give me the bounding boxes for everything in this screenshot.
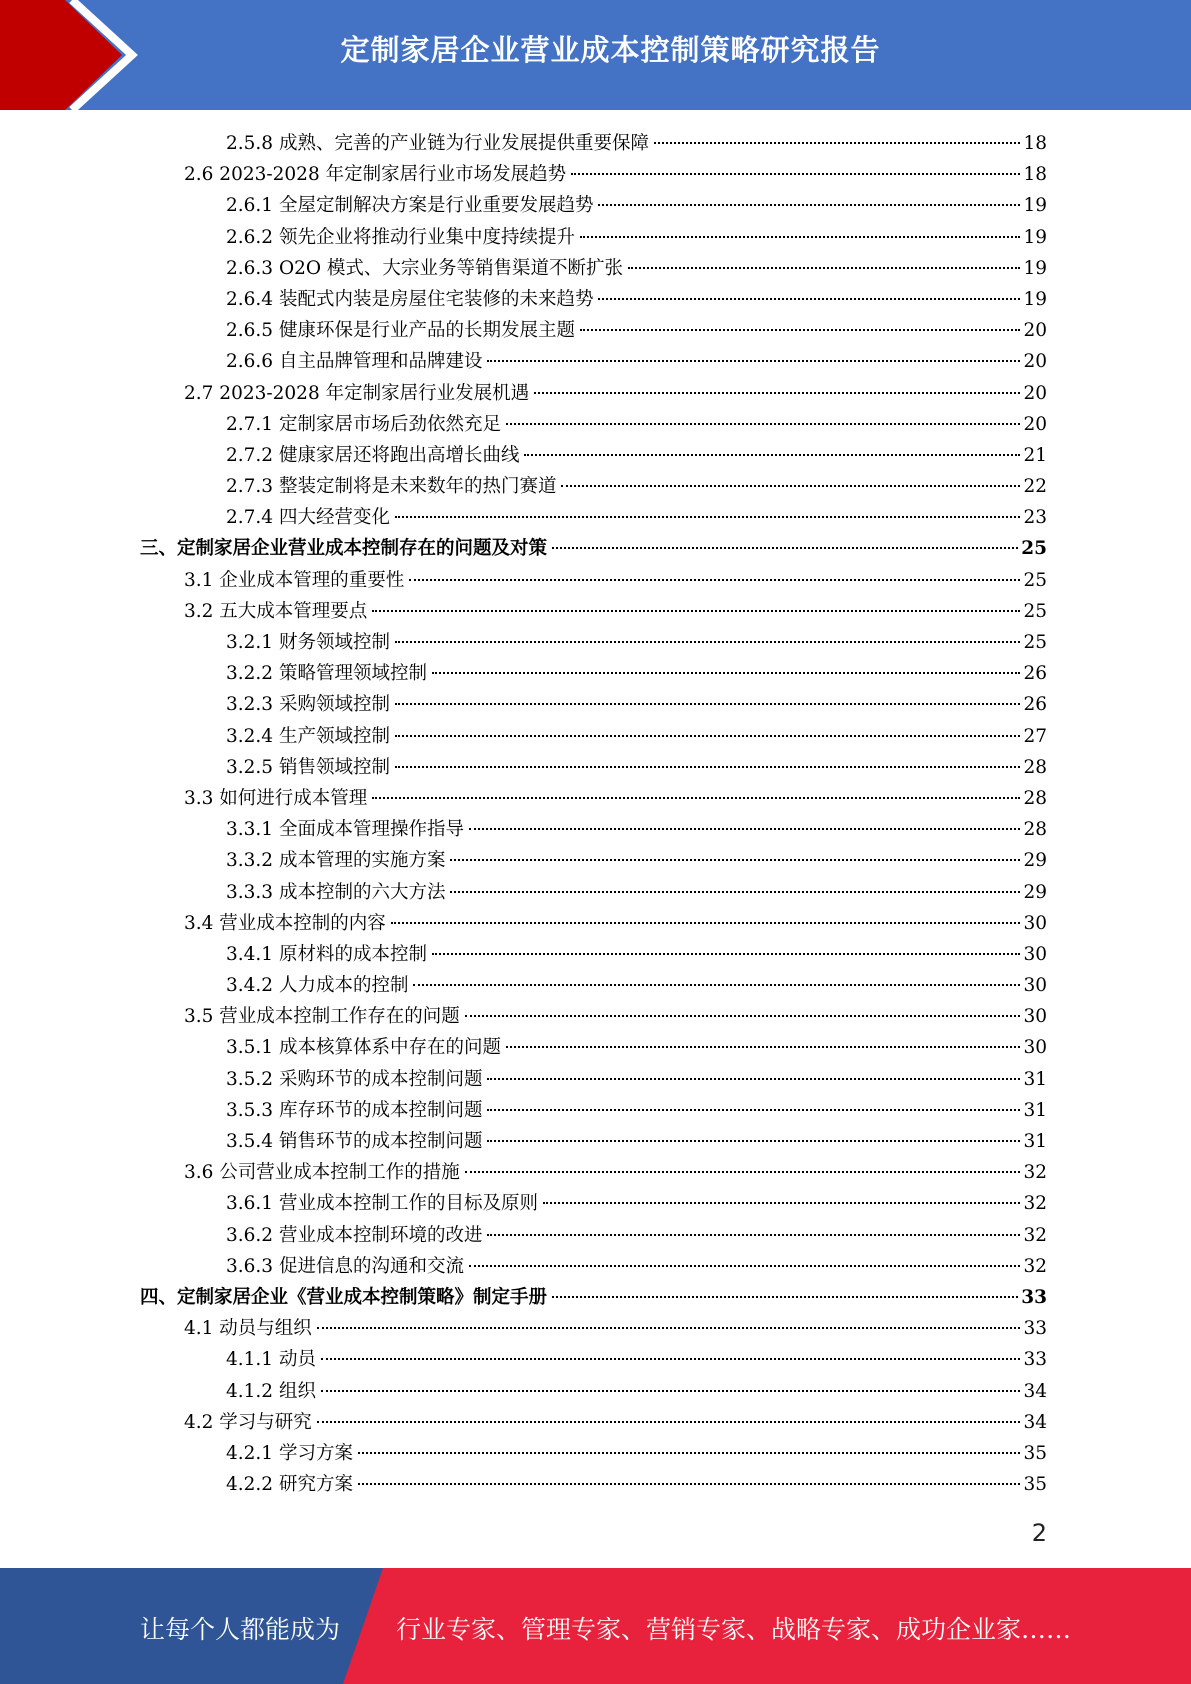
toc-entry[interactable] <box>140 1095 1047 1126</box>
toc-entry[interactable] <box>140 1407 1047 1438</box>
page-footer <box>0 1568 1191 1684</box>
toc-entry-page: 22 <box>1023 476 1047 498</box>
toc-dot-leader <box>372 610 1020 612</box>
toc-entry[interactable] <box>140 752 1047 783</box>
toc-entry[interactable] <box>140 1001 1047 1032</box>
toc-entry-page: 21 <box>1023 444 1047 466</box>
toc-dot-leader <box>395 735 1020 737</box>
toc-entry[interactable] <box>140 845 1047 876</box>
toc-entry-title: 三、定制家居企业营业成本控制存在的问题及对策 <box>140 538 548 560</box>
toc-dot-leader <box>321 1358 1021 1360</box>
toc-entry-title: 4.2 学习与研究 <box>184 1411 312 1433</box>
toc-dot-leader <box>487 1234 1020 1236</box>
toc-entry-page: 30 <box>1023 1037 1047 1059</box>
toc-entry-title: 4.2.1 学习方案 <box>226 1442 353 1464</box>
toc-dot-leader <box>487 1109 1020 1111</box>
toc-entry-title: 3.2.3 采购领域控制 <box>226 694 390 716</box>
toc-entry-title: 3.2.1 财务领域控制 <box>226 632 390 653</box>
toc-dot-leader <box>317 1327 1021 1329</box>
toc-entry-page: 19 <box>1023 257 1047 279</box>
toc-dot-leader <box>552 1296 1018 1298</box>
toc-entry-title: 2.7.4 四大经营变化 <box>226 507 390 529</box>
toc-dot-leader <box>469 828 1020 830</box>
toc-entry-title: 2.7.3 整装定制将是未来数年的热门赛道 <box>226 476 557 498</box>
toc-dot-leader <box>465 1171 1021 1173</box>
toc-entry-title: 3.2.5 销售领域控制 <box>226 756 390 778</box>
toc-dot-leader <box>561 485 1020 487</box>
toc-dot-leader <box>317 1421 1021 1423</box>
toc-entry-title: 4.2.2 研究方案 <box>226 1474 353 1496</box>
toc-entry-page: 26 <box>1023 663 1047 685</box>
page-header <box>0 0 1191 110</box>
toc-entry-page: 33 <box>1023 1318 1047 1340</box>
toc-dot-leader <box>628 267 1021 269</box>
toc-entry[interactable] <box>140 1188 1047 1219</box>
toc-entry-title: 2.6.6 自主品牌管理和品牌建设 <box>226 351 483 373</box>
toc-entry[interactable] <box>140 565 1047 596</box>
toc-entry-title: 3.3.3 成本控制的六大方法 <box>226 881 446 903</box>
toc-entry-page: 19 <box>1023 288 1047 310</box>
toc-entry-page: 28 <box>1023 756 1047 778</box>
toc-entry-page: 32 <box>1023 1193 1047 1215</box>
toc-dot-leader <box>409 579 1020 581</box>
toc-entry-page: 18 <box>1023 164 1047 186</box>
toc-entry[interactable] <box>140 1157 1047 1188</box>
toc-entry[interactable] <box>140 939 1047 970</box>
toc-entry-page: 25 <box>1023 569 1047 591</box>
toc-entry[interactable] <box>140 1032 1047 1063</box>
toc-entry-page: 28 <box>1023 819 1047 841</box>
toc-entry-title: 3.2.2 策略管理领域控制 <box>226 663 427 685</box>
toc-entry-page: 20 <box>1023 351 1047 373</box>
toc-entry-title: 3.5.1 成本核算体系中存在的问题 <box>226 1037 501 1059</box>
toc-entry[interactable] <box>140 253 1047 284</box>
toc-entry-title: 3.6.1 营业成本控制工作的目标及原则 <box>226 1193 538 1215</box>
toc-entry[interactable] <box>140 378 1047 409</box>
footer-slogan-left: 让每个人都能成为 <box>140 1615 341 1644</box>
toc-dot-leader <box>395 516 1020 518</box>
toc-dot-leader <box>432 953 1020 955</box>
toc-dot-leader <box>395 703 1020 705</box>
toc-dot-leader <box>395 766 1020 768</box>
toc-dot-leader <box>580 236 1020 238</box>
toc-entry-page: 30 <box>1023 1006 1047 1028</box>
report-title: 定制家居企业营业成本控制策略研究报告 <box>340 33 881 67</box>
toc-dot-leader <box>552 547 1018 549</box>
toc-entry-page: 30 <box>1023 943 1047 965</box>
toc-entry-title: 2.7.2 健康家居还将跑出高增长曲线 <box>226 444 520 466</box>
toc-entry[interactable] <box>140 471 1047 502</box>
toc-entry-page: 19 <box>1023 226 1047 248</box>
toc-entry[interactable] <box>140 409 1047 440</box>
toc-entry[interactable] <box>140 970 1047 1001</box>
toc-entry-page: 29 <box>1023 850 1047 872</box>
toc-entry-title: 3.6.3 促进信息的沟通和交流 <box>226 1255 464 1277</box>
toc-entry-title: 2.7 2023-2028 年定制家居行业发展机遇 <box>184 382 530 404</box>
toc-dot-leader <box>534 392 1020 394</box>
toc-entry-page: 35 <box>1023 1474 1047 1496</box>
toc-entry-page: 32 <box>1023 1224 1047 1246</box>
toc-entry-title: 2.5.8 成熟、完善的产业链为行业发展提供重要保障 <box>226 133 649 154</box>
toc-dot-leader <box>413 984 1020 986</box>
toc-entry[interactable] <box>140 1251 1047 1282</box>
toc-entry-title: 3.5 营业成本控制工作存在的问题 <box>184 1006 460 1028</box>
footer-slogan-right: 行业专家、管理专家、营销专家、战略专家、成功企业家…… <box>396 1615 1072 1644</box>
toc-dot-leader <box>598 204 1020 206</box>
toc-entry-page: 20 <box>1023 382 1047 404</box>
toc-dot-leader <box>506 1046 1020 1048</box>
toc-entry[interactable] <box>140 814 1047 845</box>
toc-entry[interactable] <box>140 1282 1047 1313</box>
toc-entry-page: 34 <box>1023 1411 1047 1433</box>
toc-entry-page: 25 <box>1023 632 1047 653</box>
toc-entry-page: 25 <box>1023 600 1047 622</box>
toc-entry-title: 2.7.1 定制家居市场后劲依然充足 <box>226 413 501 435</box>
toc-entry-title: 2.6.2 领先企业将推动行业集中度持续提升 <box>226 226 575 248</box>
toc-entry-title: 3.6 公司营业成本控制工作的措施 <box>184 1162 460 1184</box>
toc-entry-title: 4.1 动员与组织 <box>184 1318 312 1340</box>
toc-dot-leader <box>654 142 1020 144</box>
toc-dot-leader <box>571 173 1020 175</box>
toc-dot-leader <box>358 1483 1021 1485</box>
toc-entry-title: 3.5.4 销售环节的成本控制问题 <box>226 1131 483 1152</box>
toc-entry[interactable] <box>140 627 1047 658</box>
toc-entry-title: 2.6.1 全屋定制解决方案是行业重要发展趋势 <box>226 195 594 217</box>
toc-entry[interactable] <box>140 315 1047 346</box>
toc-dot-leader <box>432 672 1020 674</box>
toc-entry-title: 2.6 2023-2028 年定制家居行业市场发展趋势 <box>184 164 567 186</box>
toc-entry[interactable] <box>140 877 1047 908</box>
toc-dot-leader <box>450 859 1020 861</box>
toc-entry[interactable] <box>140 596 1047 627</box>
toc-dot-leader <box>395 641 1020 643</box>
toc-entry-page: 23 <box>1023 507 1047 529</box>
toc-entry[interactable] <box>140 689 1047 720</box>
toc-entry-page: 33 <box>1023 1349 1047 1371</box>
toc-dot-leader <box>465 1015 1021 1017</box>
toc-entry-page: 20 <box>1023 413 1047 435</box>
toc-entry-title: 2.6.3 O2O 模式、大宗业务等销售渠道不断扩张 <box>226 257 623 279</box>
toc-entry-page: 28 <box>1023 787 1047 809</box>
toc-entry[interactable] <box>140 1469 1047 1500</box>
toc-entry-title: 2.6.5 健康环保是行业产品的长期发展主题 <box>226 320 575 342</box>
toc-entry[interactable] <box>140 1220 1047 1251</box>
toc-entry[interactable] <box>140 1126 1047 1157</box>
toc-dot-leader <box>487 1078 1020 1080</box>
toc-entry[interactable] <box>140 502 1047 533</box>
toc-entry-page: 26 <box>1023 694 1047 716</box>
toc-entry[interactable] <box>140 721 1047 752</box>
toc-dot-leader <box>580 329 1020 331</box>
toc-entry[interactable] <box>140 1313 1047 1344</box>
toc-entry[interactable] <box>140 1438 1047 1469</box>
toc-entry-title: 3.2 五大成本管理要点 <box>184 600 368 622</box>
toc-entry-title: 2.6.4 装配式内装是房屋住宅装修的未来趋势 <box>226 288 594 310</box>
toc-dot-leader <box>598 298 1020 300</box>
toc-dot-leader <box>358 1452 1021 1454</box>
toc-entry[interactable] <box>140 190 1047 221</box>
toc-dot-leader <box>372 797 1020 799</box>
toc-entry-title: 3.3.1 全面成本管理操作指导 <box>226 819 464 841</box>
page-number: 2 <box>1031 1519 1047 1547</box>
toc-entry-title: 3.6.2 营业成本控制环境的改进 <box>226 1224 483 1246</box>
toc-entry-page: 25 <box>1021 538 1047 560</box>
toc-entry-page: 19 <box>1023 195 1047 217</box>
toc-entry-page: 20 <box>1023 320 1047 342</box>
toc-entry[interactable] <box>140 1064 1047 1095</box>
toc-entry-title: 四、定制家居企业《营业成本控制策略》制定手册 <box>140 1286 548 1308</box>
toc-entry[interactable] <box>140 658 1047 689</box>
toc-entry[interactable] <box>140 222 1047 253</box>
toc-dot-leader <box>506 423 1020 425</box>
toc-entry[interactable] <box>140 533 1047 564</box>
toc-entry[interactable] <box>140 159 1047 190</box>
toc-dot-leader <box>450 891 1020 893</box>
toc-entry-title: 3.4.2 人力成本的控制 <box>226 975 409 997</box>
table-of-contents <box>140 128 1047 1500</box>
toc-entry[interactable] <box>140 908 1047 939</box>
toc-entry-title: 3.4.1 原材料的成本控制 <box>226 943 427 965</box>
toc-entry-page: 29 <box>1023 881 1047 903</box>
toc-entry-title: 4.1.1 动员 <box>226 1349 316 1371</box>
toc-entry[interactable] <box>140 128 1047 159</box>
toc-entry-page: 31 <box>1023 1131 1047 1152</box>
toc-entry-page: 32 <box>1023 1162 1047 1184</box>
toc-entry[interactable] <box>140 783 1047 814</box>
toc-dot-leader <box>543 1202 1020 1204</box>
toc-entry-title: 4.1.2 组织 <box>226 1380 316 1402</box>
toc-dot-leader <box>321 1390 1021 1392</box>
toc-dot-leader <box>524 454 1020 456</box>
toc-entry[interactable] <box>140 346 1047 377</box>
toc-entry[interactable] <box>140 284 1047 315</box>
toc-entry[interactable] <box>140 1376 1047 1407</box>
toc-entry-title: 3.2.4 生产领域控制 <box>226 725 390 747</box>
toc-entry-page: 31 <box>1023 1099 1047 1121</box>
toc-dot-leader <box>469 1265 1020 1267</box>
toc-entry-page: 33 <box>1021 1286 1047 1308</box>
toc-entry[interactable] <box>140 1344 1047 1375</box>
toc-entry-page: 34 <box>1023 1380 1047 1402</box>
toc-dot-leader <box>391 922 1021 924</box>
toc-entry-title: 3.1 企业成本管理的重要性 <box>184 569 405 591</box>
toc-entry-page: 32 <box>1023 1255 1047 1277</box>
toc-entry[interactable] <box>140 440 1047 471</box>
toc-entry-page: 18 <box>1023 133 1047 154</box>
toc-dot-leader <box>487 360 1020 362</box>
toc-entry-page: 35 <box>1023 1442 1047 1464</box>
toc-entry-title: 3.5.3 库存环节的成本控制问题 <box>226 1099 483 1121</box>
toc-entry-title: 3.5.2 采购环节的成本控制问题 <box>226 1068 483 1090</box>
toc-entry-page: 27 <box>1023 725 1047 747</box>
toc-entry-page: 30 <box>1023 975 1047 997</box>
toc-entry-page: 30 <box>1023 912 1047 934</box>
toc-entry-page: 31 <box>1023 1068 1047 1090</box>
toc-entry-title: 3.3 如何进行成本管理 <box>184 787 368 809</box>
toc-entry-title: 3.3.2 成本管理的实施方案 <box>226 850 446 872</box>
toc-dot-leader <box>487 1140 1020 1142</box>
toc-entry-title: 3.4 营业成本控制的内容 <box>184 912 386 934</box>
